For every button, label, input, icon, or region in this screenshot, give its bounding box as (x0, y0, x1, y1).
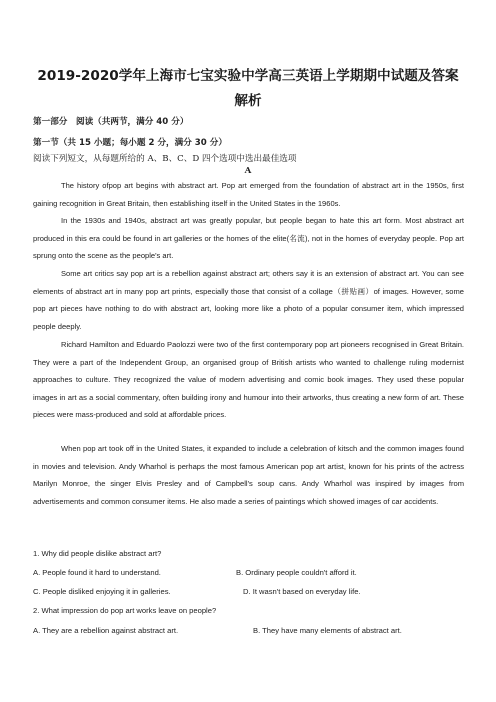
title-line-1: 2019-2020学年上海市七宝实验中学高三英语上学期期中试题及答案 (37, 68, 459, 84)
question-2-stem: 2. What impression do pop art works leave on people? (33, 606, 217, 615)
paragraph-4: Richard Hamilton and Eduardo Paolozzi were two of the first contemporary pop art pioneers recognised in Great Britain. They were a part of the Independent Group, an organised group of British artists who wanted to challenge ruling modernist approaches to culture. They recognized the value of modern advertising and comic book images. They used these popular images in art as a social commentary, often building irony and humour into their artworks, thus creating a new form of art. These pieces were mass-produced and sold at affordable prices. (33, 340, 464, 420)
question-2-option-b: B. They have many elements of abstract art. (253, 626, 402, 635)
title-line-2: 解析 (234, 93, 262, 109)
part-heading: 第一部分 阅读（共两节，满分 40 分） (33, 117, 189, 127)
paragraph-2: In the 1930s and 1940s, abstract art was greatly popular, but people began to hate this art form. Most abstract art produced in this era could be found in art galleries or the homes of the elite(名流), not in the homes of everyday people. Pop art sprung onto the scene as the people's art. (33, 216, 464, 261)
paragraph-3: Some art critics say pop art is a rebellion against abstract art; others say it is an extension of abstract art. You can see elements of abstract art in many pop art prints, especially those that consist of a collage（拼贴画）of images. However, some pop art pieces have nothing to do with abstract art, looking more like a photo of a popular consumer item, which impressed people deeply. (33, 269, 464, 331)
question-1-option-c: C. People disliked enjoying it in galleries. (33, 587, 171, 596)
document-title (30, 64, 466, 114)
instruction-text: 阅读下列短文，从每题所给的 A、B、C、D 四个选项中选出最佳选项 (33, 154, 297, 164)
paragraph-5: When pop art took off in the United States, it expanded to include a celebration of kitsch and the common images found in movies and television. Andy Wharhol is perhaps the most famous American pop art artist, known for his prints of the actress Marilyn Monroe, the singer Elvis Presley and of Campbell's soup cans. Andy Wharhol was inspired by images from advertisements and common consumer items. He also made a series of paintings which showed images of car accidents. (33, 444, 464, 506)
question-2-option-a: A. They are a rebellion against abstract art. (33, 626, 179, 635)
question-1-option-b: B. Ordinary people couldn't afford it. (236, 568, 357, 577)
question-1-option-a: A. People found it hard to understand. (33, 568, 161, 577)
question-1-stem: 1. Why did people dislike abstract art? (33, 549, 162, 558)
passage-label: A (244, 166, 252, 176)
section-heading: 第一节（共 15 小题；每小题 2 分，满分 30 分） (33, 138, 227, 148)
question-1-option-d: D. It wasn't based on everyday life. (243, 587, 361, 596)
paragraph-1: The history ofpop art begins with abstract art. Pop art emerged from the foundation of abstract art in the 1950s, first gaining recognition in Great Britain, then establishing itself in the United States in the 1960s. (33, 181, 464, 208)
